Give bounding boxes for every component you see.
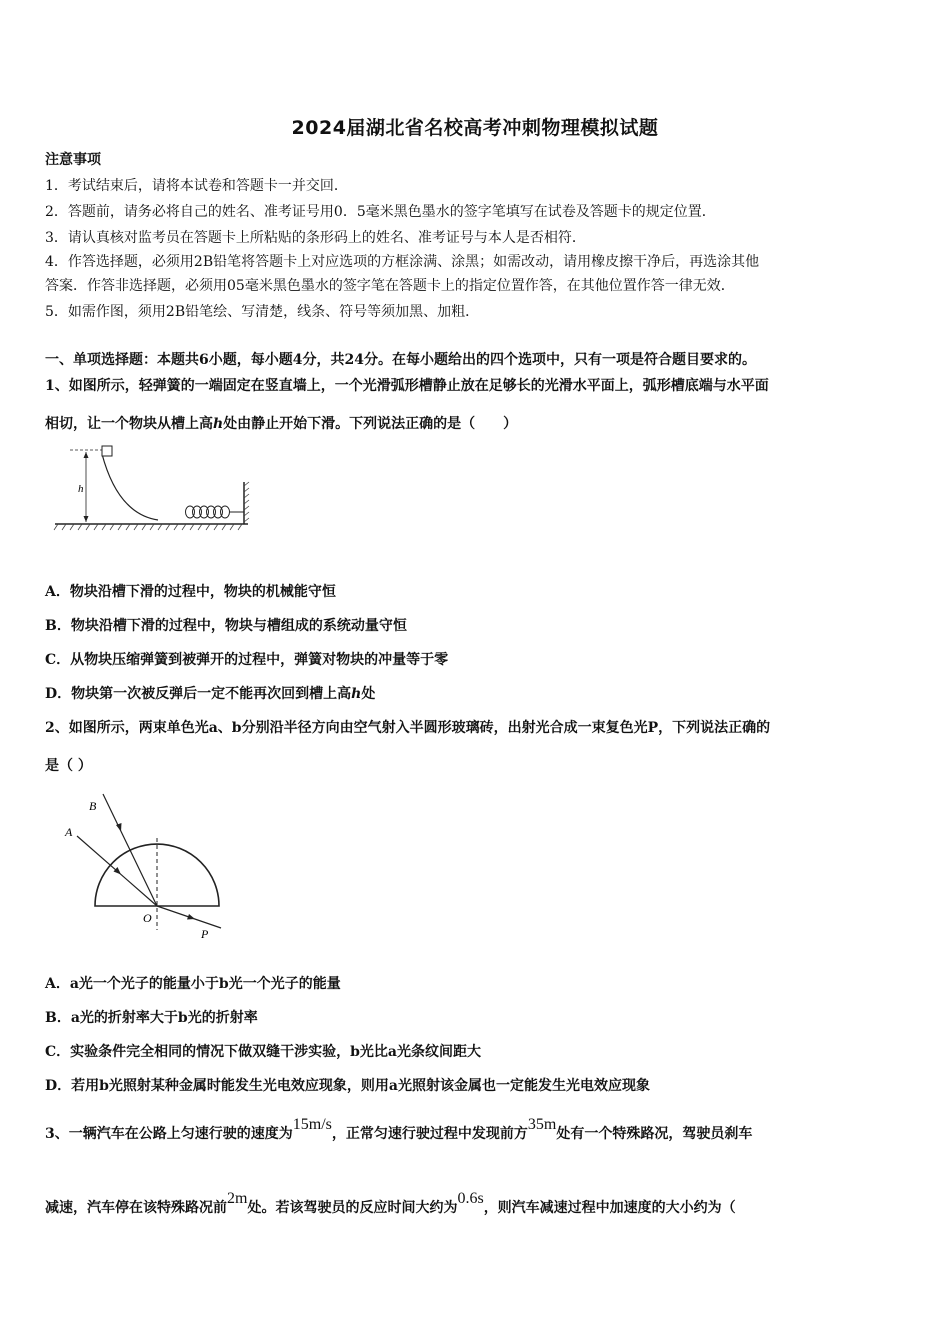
notice-item: 1．考试结束后，请将本试卷和答题卡一并交回．: [45, 178, 348, 194]
q2-fig-label-p: P: [201, 927, 209, 941]
q1-option-d: [45, 684, 375, 704]
block: [102, 446, 112, 456]
q3-stem-line2: [45, 1190, 736, 1218]
q2-stem-line2: 是（ ）: [45, 758, 92, 774]
ray-b: [103, 794, 157, 906]
q3-speed: 15m/s: [292, 1116, 332, 1133]
q1-option-a: A．物块沿槽下滑的过程中，物块的机械能守恒: [45, 584, 336, 600]
q3-text-6: ，则汽车减速过程中加速度的大小约为（: [483, 1200, 736, 1216]
ground-hatch: [54, 524, 242, 530]
q2-fig-label-a: A: [65, 825, 73, 839]
q3-stop-distance: 2m: [227, 1190, 248, 1207]
q3-text-2: ，正常匀速行驶过程中发现前方: [331, 1126, 528, 1142]
q2-option-d: D．若用b光照射某种金属时能发生光电效应现象，则用a光照射该金属也一定能发生光电效应现象: [45, 1078, 650, 1094]
q1-stem-text-b: 处由静止开始下滑。下列说法正确的是（ ）: [223, 416, 518, 432]
q2-figure: [55, 790, 240, 945]
q2-fig-label-b: B: [89, 799, 97, 813]
notice-item: 3．请认真核对监考员在答题卡上所粘贴的条形码上的姓名、准考证号与本人是否相符．: [45, 230, 586, 246]
notice-item: 4．作答选择题，必须用2B铅笔将答题卡上对应选项的方框涂满、涂黑；如需改动，请用橡皮擦干净后，再选涂其他: [45, 254, 760, 270]
q1-var-h: h: [213, 416, 224, 432]
q3-stem-line1: [45, 1116, 753, 1144]
q1-option-c: C．从物块压缩弹簧到被弹开的过程中，弹簧对物块的冲量等于零: [45, 652, 449, 668]
q1-stem-text-a: 相切，让一个物块从槽上高: [45, 416, 213, 432]
q1-option-b: B．物块沿槽下滑的过程中，物块与槽组成的系统动量守恒: [45, 618, 407, 634]
page-title: 2024届湖北省名校高考冲刺物理模拟试题: [291, 117, 659, 139]
q3-text-3: 处有一个特殊路况，驾驶员刹车: [556, 1126, 753, 1142]
q2-stem-line1: 2、如图所示，两束单色光a、b分别沿半径方向由空气射入半圆形玻璃砖，出射光合成一束复色光P，下列说法正确的: [45, 720, 771, 736]
q3-distance: 35m: [527, 1116, 557, 1133]
q3-text-1: 3、一辆汽车在公路上匀速行驶的速度为: [45, 1126, 293, 1142]
q1-fig-h-label: h: [78, 483, 84, 495]
q3-reaction-time: 0.6s: [457, 1190, 484, 1207]
notice-item: 5．如需作图，须用2B铅笔绘、写清楚，线条、符号等须加黑、加粗．: [45, 304, 480, 320]
q1-stem-line1: 1、如图所示，轻弹簧的一端固定在竖直墙上，一个光滑弧形槽静止放在足够长的光滑水平面上，弧形槽底端与水平面: [45, 378, 769, 394]
q1-figure: [50, 440, 260, 540]
q2-option-b: B．a光的折射率大于b光的折射率: [45, 1010, 258, 1026]
notice-item: 答案．作答非选择题，必须用05毫米黑色墨水的签字笔在答题卡上的指定位置作答，在其他位置作答一律无效．: [45, 278, 735, 294]
section-heading: 一、单项选择题：本题共6小题，每小题4分，共24分。在每小题给出的四个选项中，只有一项是符合题目要求的。: [45, 352, 756, 368]
q1-option-d-text-a: D．物块第一次被反弹后一定不能再次回到槽上高: [45, 686, 352, 702]
q1-stem-line2: [45, 414, 517, 434]
q3-text-4: 减速，汽车停在该特殊路况前: [45, 1200, 227, 1216]
q1-option-d-var-h: h: [351, 686, 362, 702]
q2-fig-label-o: O: [143, 911, 152, 925]
q1-option-d-text-b: 处: [361, 686, 376, 702]
notice-heading: 注意事项: [45, 152, 101, 168]
q3-text-5: 处。若该驾驶员的反应时间大约为: [247, 1200, 458, 1216]
notice-item: 2．答题前，请务必将自己的姓名、准考证号用0．5毫米黑色墨水的签字笔填写在试卷及答题卡的规定位置．: [45, 204, 716, 220]
q2-option-a: A．a光一个光子的能量小于b光一个光子的能量: [45, 976, 341, 992]
spring: [186, 506, 245, 518]
q2-option-c: C．实验条件完全相同的情况下做双缝干涉实验，b光比a光条纹间距大: [45, 1044, 482, 1060]
